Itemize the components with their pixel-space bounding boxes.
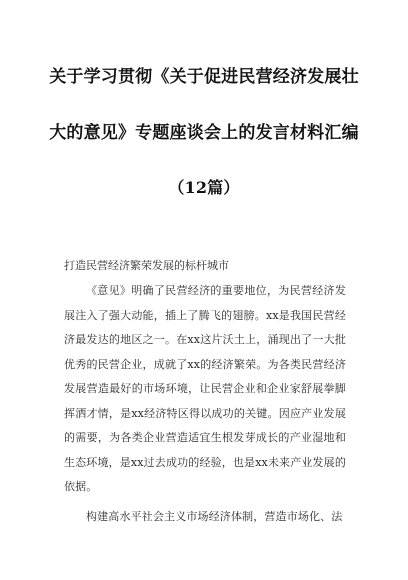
document-title-line-2: 大的意见》专题座谈会上的发言材料汇编	[49, 123, 359, 143]
body-paragraph-2: 构建高水平社会主义市场经济体制，营造市场化、法	[86, 510, 343, 523]
document-count-label: （12篇）	[168, 178, 240, 197]
section-heading: 打造民营经济繁荣发展的标杆城市	[64, 259, 229, 272]
body-paragraph-1: 《意见》明确了民营经济的重要地位，为民营经济发展注入了强大动能，插上了腾飞的翅膀。xx是我国民营经济最发达的地区之一。在xx这片沃土上，涌现出了一大批优秀的民营企业，成就了xx的经济繁荣。为各类民营经济发展营造最好的市场环境，让民营企业和企业家舒展拳脚挥洒才情，是xx经济特区得以成功的关键。因应产业发展的需要，为各类企业营造适宜生根发芽成长的产业湿地和生态环境，是xx过去成功的经验，也是xx未来产业发展的依据。	[64, 284, 346, 493]
document-title-line-1: 关于学习贯彻《关于促进民营经济发展壮	[49, 67, 359, 87]
